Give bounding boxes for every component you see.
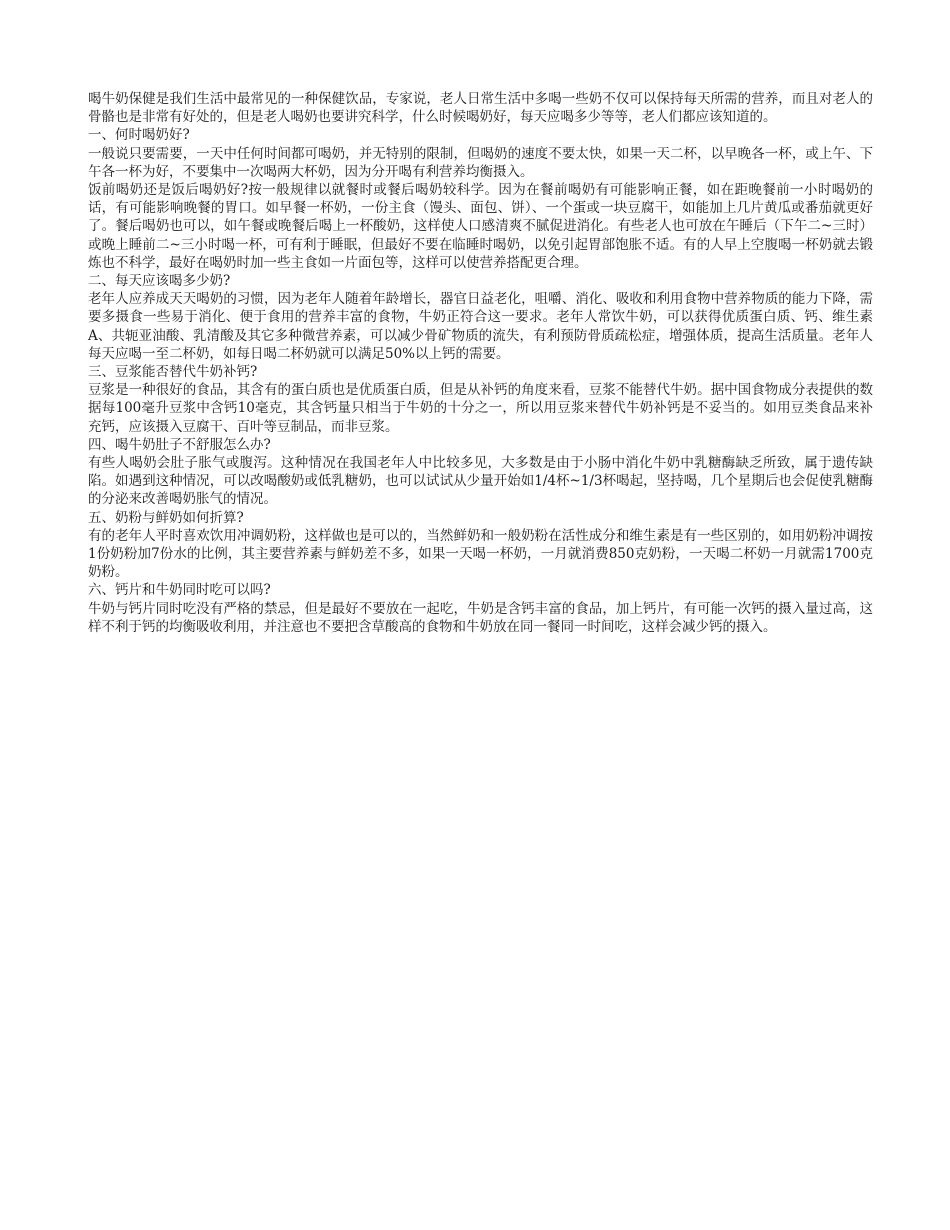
section-heading-milk-powder: 五、奶粉与鲜奶如何折算? xyxy=(88,509,244,526)
paragraph-milk-powder: 有的老年人平时喜欢饮用冲调奶粉，这样做也是可以的，当然鲜奶和一般奶粉在活性成分和维生素是有一些区别的，如用奶粉冲调按1份奶粉加7份水的比例，其主要营养素与鲜奶差不多，如果一天喝一杯奶，一月就消费850克奶粉，一天喝二杯奶一月就需1700克奶粉。 xyxy=(88,527,873,581)
paragraph-soy-milk: 豆浆是一种很好的食品，其含有的蛋白质也是优质蛋白质，但是从补钙的角度来看，豆浆不能替代牛奶。据中国食物成分表提供的数据每100毫升豆浆中含钙10毫克，其含钙量只相当于牛奶的十分之一，所以用豆浆来替代牛奶补钙是不妥当的。如用豆类食品来补充钙，应该摄入豆腐干、百叶等豆制品，而非豆浆。 xyxy=(88,382,873,435)
intro-paragraph: 喝牛奶保健是我们生活中最常见的一种保健饮品，专家说，老人日常生活中多喝一些奶不仅可以保持每天所需的营养，而且对老人的骨骼也是非常有好处的，但是老人喝奶也要讲究科学，什么时候喝奶好，每天应喝多少等等，老人们都应该知道的。 xyxy=(88,91,873,126)
paragraph-before-after-meal: 饭前喝奶还是饭后喝奶好?按一般规律以就餐时或餐后喝奶较科学。因为在餐前喝奶有可能影响正餐，如在距晚餐前一小时喝奶的话，有可能影响晚餐的胃口。如早餐一杯奶，一份主食（馒头、面包、饼）、一个蛋或一块豆腐干，如能加上几片黄瓜或番茄就更好了。餐后喝奶也可以，如午餐或晚餐后喝上一杯酸奶，这样使人口感清爽不腻促进消化。有些老人也可放在午睡后（下午二~三时）或晚上睡前二~三小时喝一杯，可有利于睡眠，但最好不要在临睡时喝奶，以免引起胃部饱胀不适。有的人早上空腹喝一杯奶就去锻炼也不科学，最好在喝奶时加一些主食如一片面包等，这样可以使营养搭配更合理。 xyxy=(88,182,873,271)
paragraph-discomfort: 有些人喝奶会肚子胀气或腹泻。这种情况在我国老年人中比较多见，大多数是由于小肠中消化牛奶中乳糖酶缺乏所致，属于遗传缺陷。如遇到这种情况，可以改喝酸奶或低乳糖奶，也可以试试从少量开始如1/4杯~1/3杯喝起，坚持喝，几个星期后也会促使乳糖酶的分泌来改善喝奶胀气的情况。 xyxy=(88,455,873,508)
paragraph-drink-timing: 一般说只要需要，一天中任何时间都可喝奶，并无特别的限制，但喝奶的速度不要太快，如果一天二杯，以早晚各一杯，或上午、下午各一杯为好，不要集中一次喝两大杯奶，因为分开喝有利营养均衡摄入。 xyxy=(88,145,873,180)
paragraph-daily-amount: 老年人应养成天天喝奶的习惯，因为老年人随着年龄增长，器官日益老化，咀嚼、消化、吸收和利用食物中营养物质的能力下降，需要多摄食一些易于消化、便于食用的营养丰富的食物，牛奶正符合这一要求。老年人常饮牛奶，可以获得优质蛋白质、钙、维生素A、共轭亚油酸、乳清酸及其它多种微营养素，可以减少骨矿物质的流失，有利预防骨质疏松症，增强体质，提高生活质量。老年人每天应喝一至二杯奶，如每日喝二杯奶就可以满足50%以上钙的需要。 xyxy=(88,291,873,362)
section-heading-soy-milk: 三、豆浆能否替代牛奶补钙? xyxy=(88,364,258,381)
document-body xyxy=(88,90,873,636)
paragraph-calcium-tablets: 牛奶与钙片同时吃没有严格的禁忌，但是最好不要放在一起吃，牛奶是含钙丰富的食品，加上钙片，有可能一次钙的摄入量过高，这样不利于钙的均衡吸收利用，并注意也不要把含草酸高的食物和牛奶放在同一餐同一时间吃，这样会减少钙的摄入。 xyxy=(88,600,873,635)
section-heading-discomfort: 四、喝牛奶肚子不舒服怎么办? xyxy=(88,436,271,453)
section-heading-daily-amount: 二、每天应该喝多少奶? xyxy=(88,273,231,290)
section-heading-calcium-tablets: 六、钙片和牛奶同时吃可以吗? xyxy=(88,582,271,599)
section-heading-when-to-drink: 一、何时喝奶好? xyxy=(88,127,190,144)
